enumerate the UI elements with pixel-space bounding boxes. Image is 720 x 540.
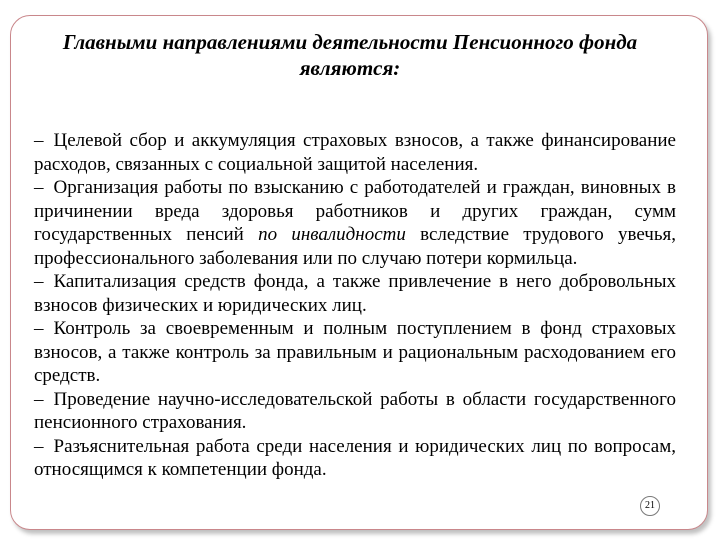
list-item xyxy=(34,270,676,317)
item-text: Проведение научно-исследовательской работы в области государственного пенсионного страхования. xyxy=(34,388,676,433)
dash-bullet: – xyxy=(34,271,44,292)
slide-title xyxy=(30,29,670,81)
item-text: Целевой сбор и аккумуляция страховых взносов, а также финансирование расходов, связанных с социальной защитой населения. xyxy=(34,130,676,175)
page-number: 21 xyxy=(640,496,660,516)
item-text: Контроль за своевременным и полным поступлением в фонд страховых взносов, а также контроль за правильным и рациональным расходованием его средств. xyxy=(34,318,676,386)
directions-list xyxy=(34,129,676,482)
dash-bullet: – xyxy=(34,388,44,410)
item-text: Разъяснительная работа среди населения и юридических лиц по вопросам, относящимся к компетенции фонда. xyxy=(34,435,676,480)
list-item xyxy=(34,317,676,388)
dash-bullet: – xyxy=(34,177,44,198)
item-text-tail: вследствие трудового увечья, профессионального заболевания или по случаю потери кормильца. xyxy=(34,224,677,269)
list-item xyxy=(34,435,676,482)
list-item xyxy=(34,388,676,435)
dash-bullet: – xyxy=(34,318,44,339)
dash-bullet: – xyxy=(34,130,44,151)
item-text: Капитализация средств фонда, а также привлечение в него добровольных взносов физических и юридических лиц. xyxy=(34,271,676,316)
title-line-1: Главными направлениями деятельности Пенсионного фонда xyxy=(62,30,638,54)
list-item xyxy=(34,176,676,270)
list-item xyxy=(34,129,676,176)
dash-bullet: – xyxy=(34,435,44,457)
title-line-2: являются: xyxy=(299,56,401,80)
item-emphasis: по инвалидности xyxy=(258,224,406,245)
item-text: Организация работы по взысканию с работодателей и граждан, виновных в причинении вреда здоровья работников и других граждан, сумм государственных пенсий xyxy=(34,177,676,245)
